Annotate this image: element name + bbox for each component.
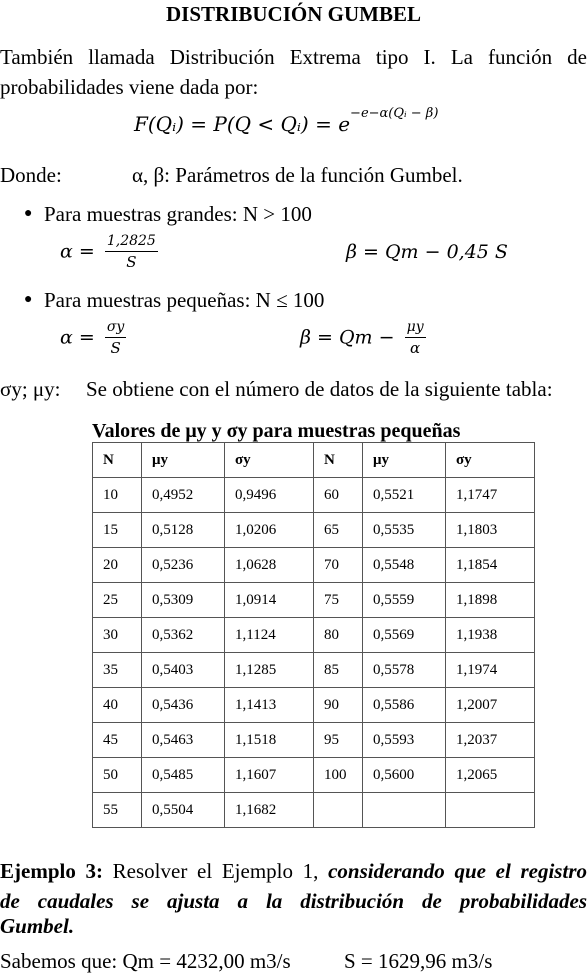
cell-sigma-y: 1,1938: [446, 618, 535, 653]
cell-mu-y: 0,5548: [363, 548, 446, 583]
table-caption: Valores de μy y σy para muestras pequeñas: [92, 420, 461, 442]
cell-n: 45: [93, 723, 142, 758]
bullet-icon: ●: [24, 292, 33, 307]
cell-mu-y: 0,5436: [142, 688, 225, 723]
cell-mu-y: 0,5586: [363, 688, 446, 723]
cell-mu-y: 0,5559: [363, 583, 446, 618]
alpha-large-formula: α = $\frac{1,2825}{S}$: [60, 233, 156, 271]
cell-sigma-y: 1,1285: [225, 653, 314, 688]
cell-sigma-y: 1,1854: [446, 548, 535, 583]
cell-sigma-y: [446, 793, 535, 828]
sigma-mu-label: σy; μy:: [0, 377, 61, 401]
table-row: [93, 478, 535, 513]
cell-n: 80: [314, 618, 363, 653]
table-row: [93, 688, 535, 723]
cell-n: 20: [93, 548, 142, 583]
cell-mu-y: 0,5309: [142, 583, 225, 618]
cell-n: 100: [314, 758, 363, 793]
gumbel-parameters-table: [92, 442, 535, 828]
cell-n: 70: [314, 548, 363, 583]
example-line-1: Ejemplo 3: Resolver el Ejemplo 1, considerando que el registro: [0, 859, 587, 883]
table-row: [93, 548, 535, 583]
beta-large-formula: β = Qm − 0,45 S: [346, 241, 508, 263]
table-row: [93, 653, 535, 688]
cell-n: 15: [93, 513, 142, 548]
cell-n: 50: [93, 758, 142, 793]
alpha-small-numerator: σy: [105, 318, 126, 338]
formula-exponent: −e−α(Qᵢ − β): [350, 106, 439, 122]
cell-mu-y: 0,5403: [142, 653, 225, 688]
cell-sigma-y: 1,2065: [446, 758, 535, 793]
donde-text: α, β: Parámetros de la función Gumbel.: [132, 163, 463, 187]
cell-n: 65: [314, 513, 363, 548]
cell-mu-y: 0,5362: [142, 618, 225, 653]
alpha-small-denominator: S: [110, 339, 121, 357]
cell-mu-y: 0,5521: [363, 478, 446, 513]
header-mu-y: μy: [142, 443, 225, 478]
cell-mu-y: 0,5593: [363, 723, 446, 758]
cell-sigma-y: 1,1124: [225, 618, 314, 653]
cell-sigma-y: 1,0628: [225, 548, 314, 583]
header-mu-y: μy: [363, 443, 446, 478]
cell-n: 85: [314, 653, 363, 688]
gumbel-cdf-formula: F(Qᵢ) = P(Q < Qᵢ) = $e^{-e-\alpha(Qᵢ - \beta)}$: [134, 106, 439, 136]
cell-n: 30: [93, 618, 142, 653]
cell-n: 95: [314, 723, 363, 758]
intro-line-1: También llamada Distribución Extrema tipo I. La función de: [0, 45, 587, 69]
cell-sigma-y: 1,2007: [446, 688, 535, 723]
cell-mu-y: 0,5535: [363, 513, 446, 548]
cell-sigma-y: 1,1898: [446, 583, 535, 618]
table-row: [93, 793, 535, 828]
cell-n: 90: [314, 688, 363, 723]
table-row: [93, 723, 535, 758]
beta-small-numerator: μy: [405, 318, 426, 338]
sigma-mu-description: Se obtiene con el número de datos de la siguiente tabla:: [86, 377, 553, 401]
cell-sigma-y: 1,1413: [225, 688, 314, 723]
donde-label: Donde:: [0, 163, 62, 187]
alpha-large-numerator: 1,2825: [105, 232, 158, 252]
cell-mu-y: 0,5128: [142, 513, 225, 548]
cell-sigma-y: 1,0206: [225, 513, 314, 548]
cell-mu-y: 0,5578: [363, 653, 446, 688]
cell-sigma-y: 1,1974: [446, 653, 535, 688]
table-row: [93, 758, 535, 793]
cell-sigma-y: 1,1682: [225, 793, 314, 828]
cell-mu-y: 0,5463: [142, 723, 225, 758]
example-line-3: Gumbel.: [0, 914, 75, 938]
cell-mu-y: 0,4952: [142, 478, 225, 513]
known-qm-value: Sabemos que: Qm = 4232,00 m3/s: [0, 949, 291, 973]
cell-sigma-y: 1,1747: [446, 478, 535, 513]
known-s-value: S = 1629,96 m3/s: [344, 949, 493, 973]
cell-sigma-y: 1,2037: [446, 723, 535, 758]
intro-line-2: probabilidades viene dada por:: [0, 75, 259, 99]
alpha-small-formula: α = $\frac{\sigma y}{S}$: [60, 319, 125, 357]
cell-mu-y: 0,5600: [363, 758, 446, 793]
bullet-small-samples: Para muestras pequeñas: N ≤ 100: [44, 288, 325, 312]
header-sigma-y: σy: [225, 443, 314, 478]
cell-sigma-y: 1,1607: [225, 758, 314, 793]
table-header-row: [93, 443, 535, 478]
cell-n: 35: [93, 653, 142, 688]
cell-sigma-y: 0,9496: [225, 478, 314, 513]
example-line-2: de caudales se ajusta a la distribución de probabilidades: [0, 889, 587, 913]
alpha-large-denominator: S: [126, 253, 137, 271]
cell-n: [314, 793, 363, 828]
cell-sigma-y: 1,1803: [446, 513, 535, 548]
cell-n: 75: [314, 583, 363, 618]
example-label: Ejemplo 3:: [0, 859, 103, 883]
table-row: [93, 513, 535, 548]
beta-small-formula: β = Qm − $\frac{\mu y}{\alpha}$: [300, 319, 424, 357]
cell-mu-y: 0,5485: [142, 758, 225, 793]
cell-n: 40: [93, 688, 142, 723]
bullet-icon: ●: [24, 206, 33, 221]
table-row: [93, 618, 535, 653]
cell-mu-y: 0,5236: [142, 548, 225, 583]
cell-n: 60: [314, 478, 363, 513]
cell-mu-y: 0,5504: [142, 793, 225, 828]
header-n: N: [93, 443, 142, 478]
cell-n: 10: [93, 478, 142, 513]
cell-sigma-y: 1,1518: [225, 723, 314, 758]
header-sigma-y: σy: [446, 443, 535, 478]
header-n: N: [314, 443, 363, 478]
cell-n: 25: [93, 583, 142, 618]
cell-n: 55: [93, 793, 142, 828]
bullet-large-samples: Para muestras grandes: N > 100: [44, 202, 312, 226]
page-title: DISTRIBUCIÓN GUMBEL: [166, 2, 421, 26]
cell-mu-y: 0,5569: [363, 618, 446, 653]
cell-mu-y: [363, 793, 446, 828]
beta-small-denominator: α: [410, 339, 421, 357]
table-row: [93, 583, 535, 618]
cell-sigma-y: 1,0914: [225, 583, 314, 618]
